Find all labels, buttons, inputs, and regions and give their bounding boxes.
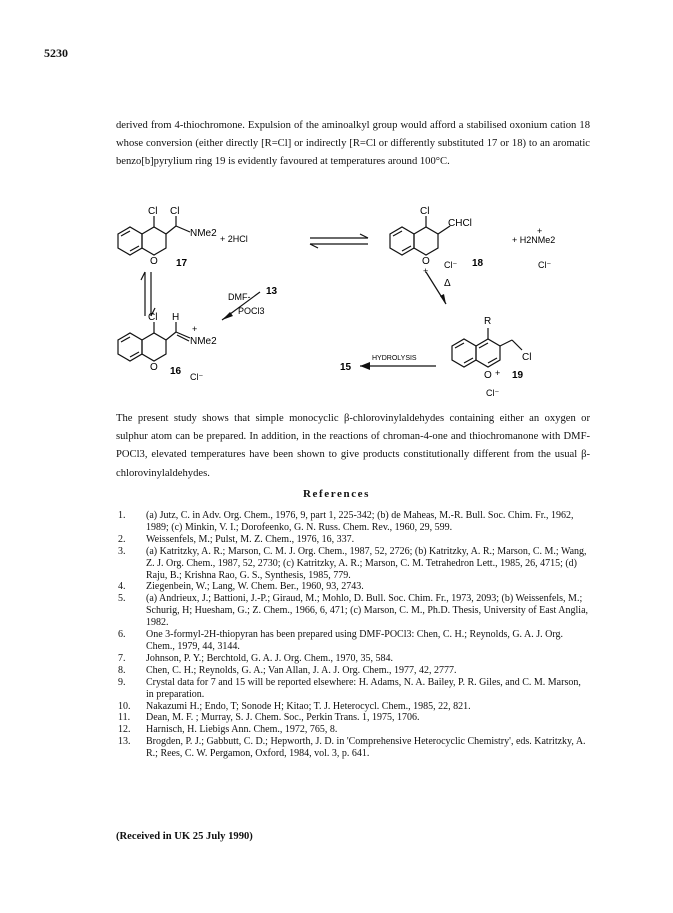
reference-text: One 3-formyl-2H-thiopyran has been prepared using DMF-POCl3: Chen, C. H.; Reynolds, G. A. J. Org. Chem., 1979, 44, 3144. — [146, 629, 563, 652]
cpd16-o: O — [150, 362, 158, 373]
cpd19-anion: Cl⁻ — [486, 388, 500, 398]
references-list — [118, 510, 588, 760]
reference-text: Ziegenbein, W.; Lang, W. Chem. Ber., 1960, 93, 2743. — [146, 581, 364, 593]
reference-number: 2. — [118, 533, 126, 545]
page-number: 5230 — [44, 46, 68, 60]
reference-item — [118, 510, 588, 534]
structure-18 — [390, 216, 450, 255]
delta-label: Δ — [444, 278, 451, 289]
cpd17-cl1: Cl — [148, 206, 158, 217]
reference-item — [118, 665, 588, 677]
cpd18-o: O — [422, 256, 430, 267]
reference-number: 11. — [118, 712, 131, 724]
reference-item — [118, 736, 588, 760]
reference-number: 5. — [118, 593, 126, 605]
cpd16-plus: + — [192, 324, 198, 334]
cpd19-plus: + — [495, 368, 501, 378]
reference-text: Crystal data for 7 and 15 will be reported elsewhere: H. Adams, N. A. Bailey, P. R. Giles, and C. M. Marson, in preparation. — [146, 676, 581, 700]
reference-number: 3. — [118, 545, 126, 557]
cpd16-number: 16 — [170, 366, 182, 377]
cpd18-amine-plus: + — [537, 226, 543, 236]
reference-number: 9. — [118, 676, 126, 688]
reference-text: (a) Katritzky, A. R.; Marson, C. M. J. Org. Chem., 1987, 52, 2726; (b) Katritzky, A. R.; Marson, C. M.; Wang, Z. J. Org. Chem., 1987, 52, 2730; (c) Katritzky, A. R.; Marson, C. M. Tetrahedron Lett., 1985, 26, 4715; (d) Raju, B.; Krishna Rao, G. S., Synthesis, 1985, 779. — [146, 545, 587, 581]
cpd19-number: 19 — [512, 370, 524, 381]
cpd17-o: O — [150, 256, 158, 267]
cpd17-cl2: Cl — [170, 206, 180, 217]
reference-text: (a) Andrieux, J.; Battioni, J.-P.; Giraud, M.; Mohlo, D. Bull. Soc. Chim. Fr., 1973, 2093; (b) Weissenfels, M.; Schurig, H; Huesham, G.; Z. Chem., 1966, 6, 471; (c) Marson, C. M., Ph.D. Thesis, University of East Anglia, 1982. — [146, 593, 589, 629]
cpd16-h: H — [172, 312, 180, 323]
reagent-hcl: + 2HCl — [220, 234, 248, 244]
reference-item — [118, 677, 588, 701]
reference-text: Johnson, P. Y.; Berchtold, G. A. J. Org. Chem., 1970, 35, 584. — [146, 652, 394, 664]
received-date: (Received in UK 25 July 1990) — [116, 831, 253, 842]
reference-number: 13. — [118, 736, 131, 748]
reference-text: Nakazumi H.; Endo, T; Sonode H; Kitao; T. J. Heterocycl. Chem., 1985, 22, 821. — [146, 700, 471, 712]
cpd15-number: 15 — [340, 362, 352, 373]
cpd19-cl: Cl — [522, 352, 532, 363]
reference-number: 1. — [118, 510, 126, 521]
dmf-label: DMF- — [228, 292, 251, 302]
cpd19-o: O — [484, 370, 492, 381]
ref13-label: 13 — [266, 286, 278, 297]
reference-number: 12. — [118, 724, 131, 736]
cpd18-cl: Cl — [420, 206, 430, 217]
reference-text: Dean, M. F. ; Murray, S. J. Chem. Soc., Perkin Trans. 1, 1975, 1706. — [146, 712, 420, 724]
vertical-equilibrium-arrow — [141, 272, 155, 316]
equilibrium-arrow — [310, 234, 368, 248]
cpd19-r: R — [484, 316, 492, 327]
reference-item — [118, 653, 588, 665]
reference-number: 8. — [118, 664, 126, 676]
structure-17 — [118, 216, 190, 255]
reference-number: 4. — [118, 581, 126, 593]
reference-number: 10. — [118, 700, 131, 712]
cpd17-number: 17 — [176, 258, 188, 269]
cpd16-nme2: NMe2 — [190, 336, 217, 347]
reference-item — [118, 546, 588, 582]
reaction-scheme — [110, 204, 580, 404]
paragraph-conclusion: The present study shows that simple monocyclic β-chlorovinylaldehydes containing either an oxygen or sulphur atom can be prepared. In addition, in the reactions of chroman-4-one and thiochromanone with DMF-POCl3, elevated temperatures have been shown to give products constitutionally different from the usual β-chlorovinylaldehydes. — [116, 413, 590, 479]
cpd18-amine: + H2NMe2 — [512, 235, 556, 245]
reference-item — [118, 712, 588, 724]
cpd17-nme2: NMe2 — [190, 228, 217, 239]
paragraph-intro: derived from 4-thiochromone. Expulsion of the aminoalkyl group would afford a stabilised oxonium cation 18 whose conversion (either directly [R=Cl] or indirectly [R=Cl or differently substituted 17 or 18) to an aromatic benzo[b]pyrylium ring 19 is evidently favoured at temperatures around 100°C. — [116, 120, 590, 168]
structure-19 — [452, 328, 522, 367]
reference-text: Chen, C. H.; Reynolds, G. A.; Van Allan, J. A. J. Org. Chem., 1977, 42, 2777. — [146, 664, 457, 676]
reference-number: 7. — [118, 652, 126, 664]
reference-item — [118, 581, 588, 593]
pocl3-label: POCl3 — [238, 306, 265, 316]
cpd18-anion: Cl⁻ — [444, 260, 458, 270]
reference-item — [118, 724, 588, 736]
reference-item — [118, 701, 588, 713]
reference-text: Harnisch, H. Liebigs Ann. Chem., 1972, 765, 8. — [146, 724, 338, 736]
cpd16-cl: Cl — [148, 312, 158, 323]
cpd18-amine-anion: Cl⁻ — [538, 260, 552, 270]
reference-item — [118, 534, 588, 546]
cpd18-plus: + — [423, 266, 429, 276]
cpd18-number: 18 — [472, 258, 484, 269]
reference-number: 6. — [118, 629, 126, 641]
reference-item — [118, 629, 588, 653]
reference-text: Weissenfels, M.; Pulst, M. Z. Chem., 1976, 16, 337. — [146, 533, 355, 545]
reference-text: Brogden, P. J.; Gabbutt, C. D.; Hepworth, J. D. in 'Comprehensive Heterocyclic Chemistry', eds. Katritzky, A. R.; Rees, C. W. Pergamon, Oxford, 1984, vol. 3, p. 641. — [146, 736, 586, 760]
reference-text: (a) Jutz, C. in Adv. Org. Chem., 1976, 9, part 1, 225-342; (b) de Maheas, M.-R. Bull. Soc. Chim. Fr., 1962, 1989; (c) Minkin, V. I.; Dorofeenko, G. N. Russ. Chem. Rev., 1960, 29, 599. — [146, 510, 574, 533]
cpd18-chcl: CHCl — [448, 218, 472, 229]
cpd16-anion: Cl⁻ — [190, 372, 204, 382]
structure-16 — [118, 322, 190, 361]
reference-item — [118, 593, 588, 629]
references-heading: References — [302, 488, 371, 500]
hydrolysis-label: HYDROLYSIS — [372, 355, 417, 362]
